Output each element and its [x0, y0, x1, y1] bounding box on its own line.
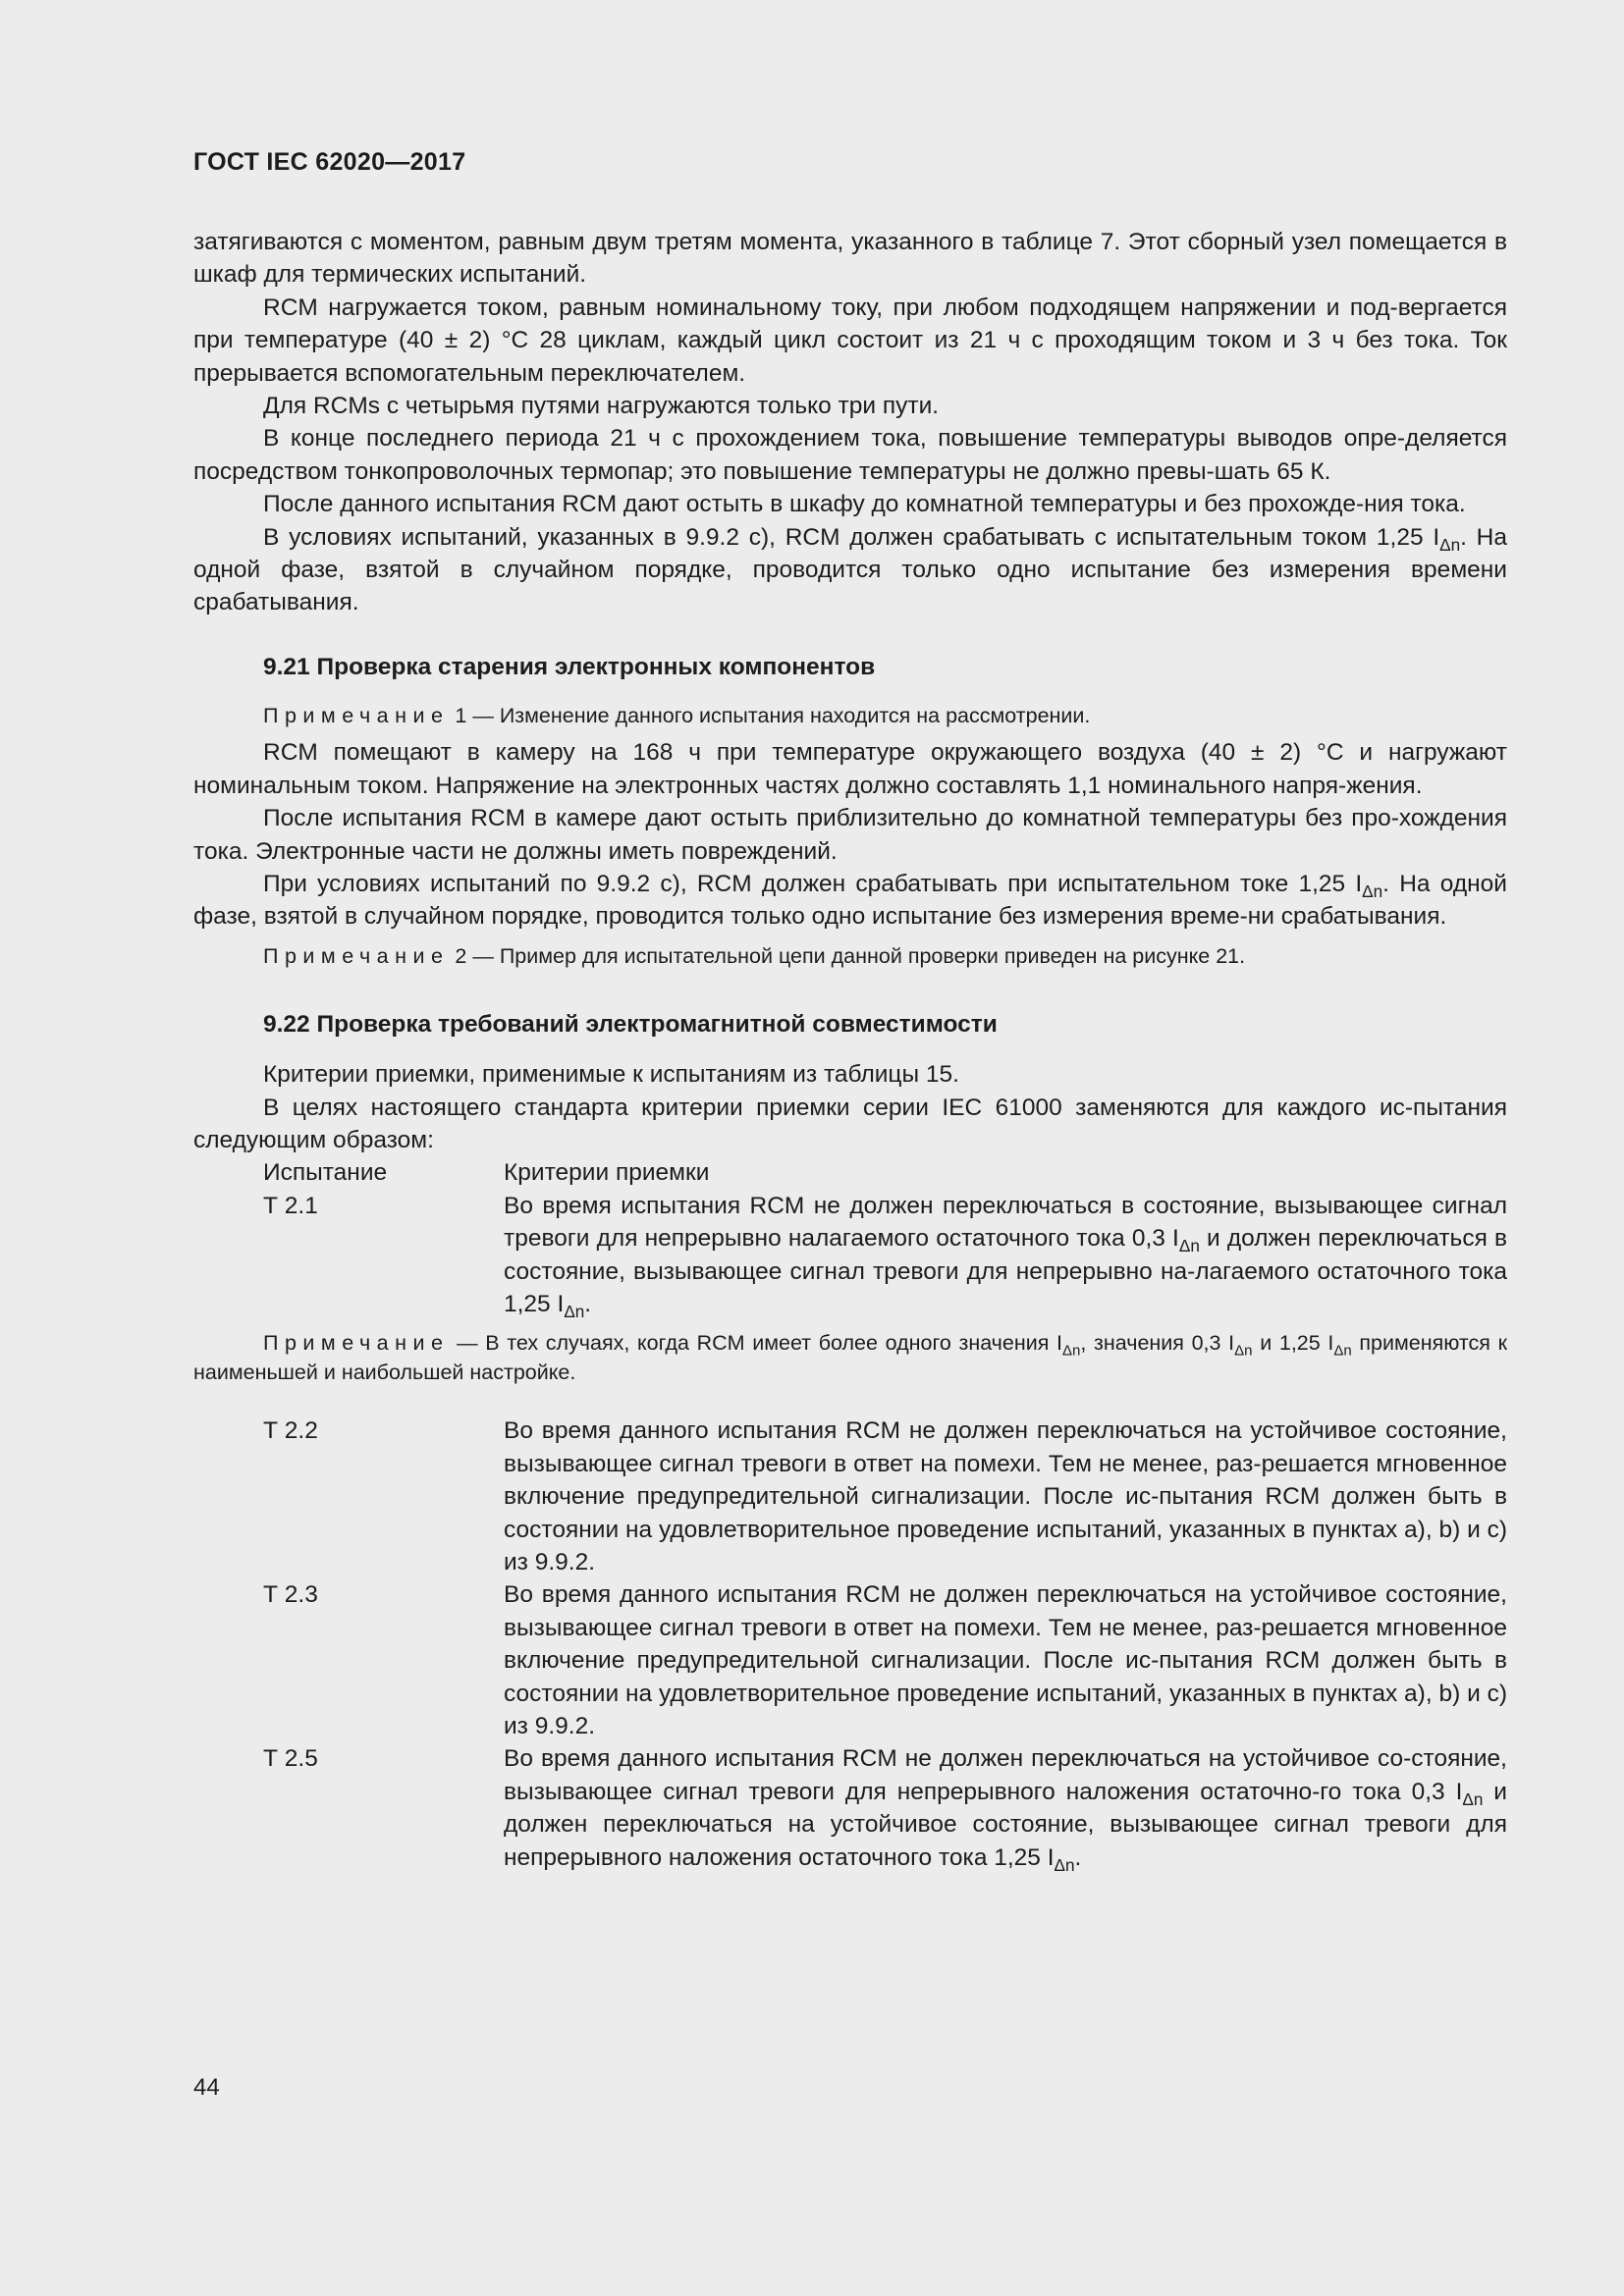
criteria-text-part: и должен переключаться в состояние, вызывающее сигнал тревоги для непрерывно на-лагаемого остаточного тока 1,25 I [504, 1225, 1507, 1317]
paragraph-text: В условиях испытаний, указанных в 9.9.2 с), RCM должен срабатывать с испытательным током 1,25 I [263, 523, 1440, 551]
subscript: Δn [1333, 1342, 1352, 1360]
test-code: Т 2.2 [263, 1417, 318, 1445]
document-body [193, 226, 1507, 1874]
note-label: Примечание [263, 943, 450, 968]
criteria-text-part: и должен переключаться на устойчивое состояние, вызывающее сигнал тревоги для непрерывного наложения остаточного тока 1,25 I [504, 1778, 1507, 1871]
criteria-header-row [263, 1156, 1507, 1189]
paragraph-text: . На одной фазе, взятой в случайном порядке, проводится только одно испытание без измерения време-ни срабатывания. [193, 870, 1507, 931]
criteria-table-continued [263, 1415, 1507, 1874]
note-text: , значения 0,3 I [1080, 1331, 1235, 1356]
document-header: ГОСТ IEC 62020—2017 [193, 148, 466, 176]
paragraph [193, 521, 1507, 619]
criteria-table [263, 1156, 1507, 1320]
note-3 [193, 1328, 1507, 1387]
criteria-text: Во время данного испытания RCM не должен переключаться на устойчивое состояние, вызывающее сигнал тревоги в ответ на помехи. Тем не менее, раз-решается мгновенное включение предупредительной сигнализации. После ис-пытания RCM должен быть в состоянии на удовлетворительное проведение испытаний, указанных в пунктах а), b) и с) из 9.9.2. [504, 1417, 1507, 1575]
note-1 [193, 701, 1507, 730]
column-header-test: Испытание [263, 1159, 388, 1187]
test-code: Т 2.3 [263, 1581, 318, 1609]
paragraph: RCM помещают в камеру на 168 ч при температуре окружающего воздуха (40 ± 2) °С и нагружают номинальным током. Напряжение на электронных частях должно составлять 1,1 номинального напря-жения. [193, 739, 1507, 799]
criteria-text [504, 1190, 1507, 1321]
test-code: Т 2.5 [263, 1745, 318, 1773]
subscript: Δn [1234, 1342, 1253, 1360]
paragraph: Критерии приемки, применимые к испытаниям из таблицы 15. [263, 1061, 959, 1089]
paragraph [193, 868, 1507, 934]
subscript: Δn [1362, 881, 1383, 901]
subscript: Δn [564, 1301, 585, 1321]
subscript: Δn [1054, 1854, 1075, 1875]
criteria-text-part: . [1074, 1843, 1082, 1871]
paragraph-text: . На одной фазе, взятой в случайном порядке, проводится только одно испытание без измерения времени срабатывания. [193, 523, 1508, 616]
section-heading-9-22: 9.22 Проверка требований электромагнитной совместимости [263, 1010, 998, 1038]
page-number: 44 [193, 2074, 220, 2101]
criteria-row-t21 [263, 1190, 1507, 1321]
paragraph: RCM нагружается током, равным номинальному току, при любом подходящем напряжении и под-вергается при температуре (40 ± 2) °С 28 циклам, каждый цикл состоит из 21 ч с проходящим током и 3 ч без тока. Ток прерывается вспомогательным переключателем. [193, 294, 1507, 387]
note-text: применяются к наименьшей и наибольшей настройке. [193, 1331, 1507, 1385]
subscript: Δn [1439, 534, 1461, 555]
paragraph-text: При условиях испытаний по 9.9.2 с), RCM должен срабатывать при испытательном токе 1,25 I [263, 870, 1363, 897]
paragraph: затягиваются с моментом, равным двум третям момента, указанного в таблице 7. Этот сборный узел помещается в шкаф для термических испытаний. [193, 229, 1507, 289]
test-code: Т 2.1 [263, 1192, 318, 1219]
paragraph: В целях настоящего стандарта критерии приемки серии IEC 61000 заменяются для каждого ис-пытания следующим образом: [193, 1094, 1507, 1153]
subscript: Δn [1462, 1789, 1484, 1809]
subscript: Δn [1062, 1342, 1081, 1360]
note-label: Примечание [263, 704, 450, 728]
note-text: и 1,25 I [1252, 1331, 1334, 1356]
criteria-text: Во время данного испытания RCM не должен переключаться на устойчивое состояние, вызывающее сигнал тревоги в ответ на помехи. Тем не менее, раз-решается мгновенное включение предупредительной сигнализации. После ис-пытания RCM должен быть в состоянии на удовлетворительное проведение испытаний, указанных в пунктах а), b) и с) из 9.9.2. [504, 1581, 1507, 1740]
note-label: Примечание [263, 1331, 450, 1356]
criteria-text-part: Во время данного испытания RCM не должен переключаться на устойчивое со-стояние, вызывающее сигнал тревоги для непрерывного наложения остаточно-го тока 0,3 I [504, 1745, 1507, 1805]
section-heading-9-21: 9.21 Проверка старения электронных компонентов [263, 653, 876, 680]
paragraph: После испытания RCM в камере дают остыть приблизительно до комнатной температуры без про-хождения тока. Электронные части не должны иметь повреждений. [193, 805, 1507, 865]
note-text: 1 — Изменение данного испытания находится на рассмотрении. [449, 704, 1091, 728]
note-text: 2 — Пример для испытательной цепи данной проверки приведен на рисунке 21. [449, 943, 1246, 968]
criteria-row-t25 [263, 1742, 1507, 1874]
subscript: Δn [1178, 1236, 1200, 1256]
column-header-criteria: Критерии приемки [504, 1159, 710, 1187]
paragraph: В конце последнего периода 21 ч с прохождением тока, повышение температуры выводов опре-деляется посредством тонкопроволочных термопар; это повышение температуры не должно превы-шать 65 К. [193, 425, 1507, 485]
criteria-text-part: . [584, 1290, 592, 1317]
note-2 [193, 941, 1507, 971]
criteria-row-t23 [263, 1578, 1507, 1742]
criteria-text [504, 1742, 1507, 1874]
criteria-text-part: Во время испытания RCM не должен переключаться в состояние, вызывающее сигнал тревоги для непрерывно налагаемого остаточного тока 0,3 I [504, 1192, 1507, 1253]
criteria-row-t22 [263, 1415, 1507, 1578]
note-text: — В тех случаях, когда RCM имеет более одного значения I [449, 1331, 1062, 1356]
paragraph: Для RCMs с четырьмя путями нагружаются только три пути. [263, 393, 940, 420]
paragraph: После данного испытания RCM дают остыть в шкафу до комнатной температуры и без прохожде-ния тока. [263, 491, 1466, 518]
